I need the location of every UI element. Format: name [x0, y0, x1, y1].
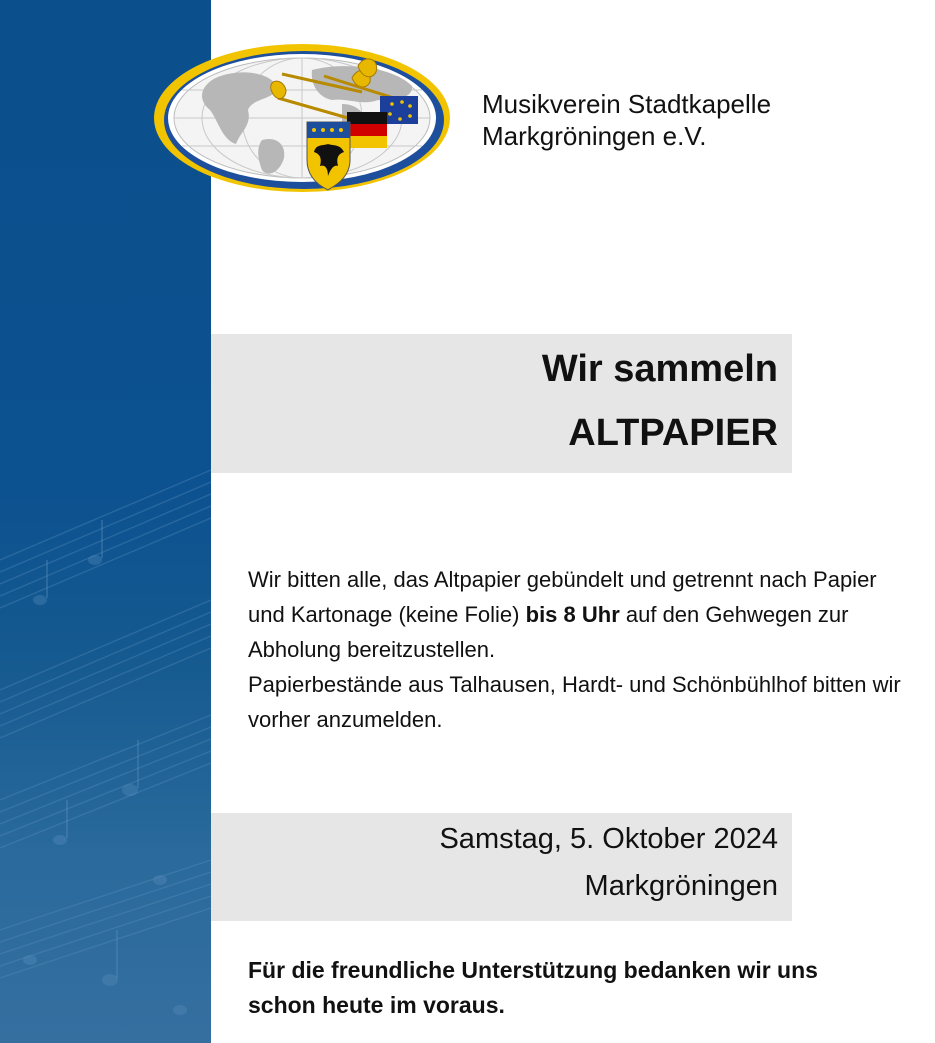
event-box: [211, 813, 792, 921]
body-text-part2: auf den Gehwegen zur Abholung bereitzustellen.: [248, 602, 849, 662]
thanks-line1: Für die freundliche Unterstützung bedanken wir uns: [248, 957, 818, 983]
thanks-line2: schon heute im voraus.: [248, 992, 505, 1018]
organization-name: [482, 88, 771, 152]
headline-box: [211, 334, 792, 473]
headline-line2: ALTPAPIER: [568, 412, 778, 454]
body-text-bold-time: bis 8 Uhr: [525, 602, 620, 627]
thanks-note: [248, 953, 928, 1023]
body-paragraph: [248, 562, 908, 737]
org-name-line2: Markgröningen e.V.: [482, 121, 707, 151]
org-name-line1: Musikverein Stadtkapelle: [482, 89, 772, 119]
club-logo: [152, 40, 452, 196]
event-place: Markgröningen: [584, 870, 778, 902]
body-text-part1: Wir bitten alle, das Altpapier gebündelt und getrennt nach Papier und Kartonage (keine Folie): [248, 567, 877, 627]
body-text-line2: Papierbestände aus Talhausen, Hardt- und Schönbühlhof bitten wir vorher anzumelden.: [248, 672, 901, 732]
event-date: Samstag, 5. Oktober 2024: [439, 823, 778, 855]
headline-line1: Wir sammeln: [541, 348, 778, 390]
